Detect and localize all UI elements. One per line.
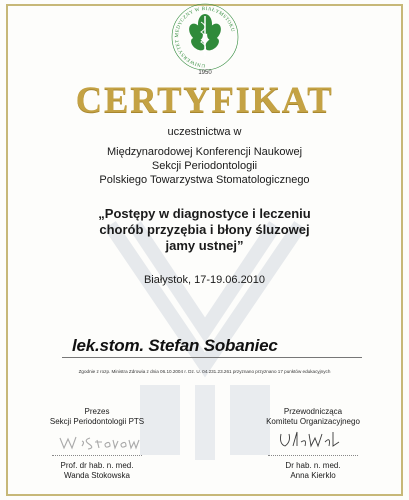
participation-text: uczestnictwa w [167, 126, 242, 138]
event-line: Międzynarodowej Konferencji Naukowej [106, 146, 303, 158]
recipient-name: lek.stom. Stefan Sobaniec [72, 336, 278, 355]
event-line: Polskiego Towarzystwa Stomatologicznego [99, 174, 310, 186]
conference-topic [0, 206, 409, 254]
seal-year: 1950 [198, 70, 212, 76]
right-handwritten-signature [275, 428, 345, 454]
university-seal-icon [170, 2, 240, 74]
name-line: Anna Kierklo [290, 471, 336, 480]
role-line: Komitetu Organizacyjnego [266, 417, 360, 426]
recipient-underline [62, 357, 362, 358]
event-name [0, 145, 409, 187]
right-signatory-name [238, 461, 388, 481]
name-line: Dr hab. n. med. [285, 461, 341, 470]
event-line: Sekcji Periodontologii [151, 160, 258, 172]
seal-ring-text: UNIWERSYTET MEDYCZNY W BIAŁYMSTOKU [174, 6, 235, 68]
certificate-title: CERTYFIKAT [75, 80, 334, 121]
left-signatory-name [22, 461, 172, 481]
topic-line: „Postępy w diagnostyce i leczeniu [98, 206, 311, 221]
role-line: Sekcji Periodontologii PTS [49, 417, 145, 426]
role-line: Przewodnicząca [283, 407, 343, 416]
left-handwritten-signature [55, 430, 145, 454]
name-line: Prof. dr hab. n. med. [60, 461, 134, 470]
role-line: Prezes [84, 407, 110, 416]
right-signatory-role [238, 407, 388, 427]
regulation-note: Zgodnie z rozp. Ministra Zdrowia z dnia 06.10.2004 r. Dz. U. 04.231.23.261 przyznano przyznano 17 punktów edukacyjnych [78, 369, 331, 374]
right-signature-line [268, 455, 358, 456]
place-and-date: Białystok, 17-19.06.2010 [143, 274, 266, 286]
topic-line: jamy ustnej” [165, 238, 244, 253]
name-line: Wanda Stokowska [64, 471, 130, 480]
left-signature-line [52, 455, 142, 456]
topic-line: chorób przyzębia i błony śluzowej [99, 222, 310, 237]
left-signatory-role [22, 407, 172, 427]
